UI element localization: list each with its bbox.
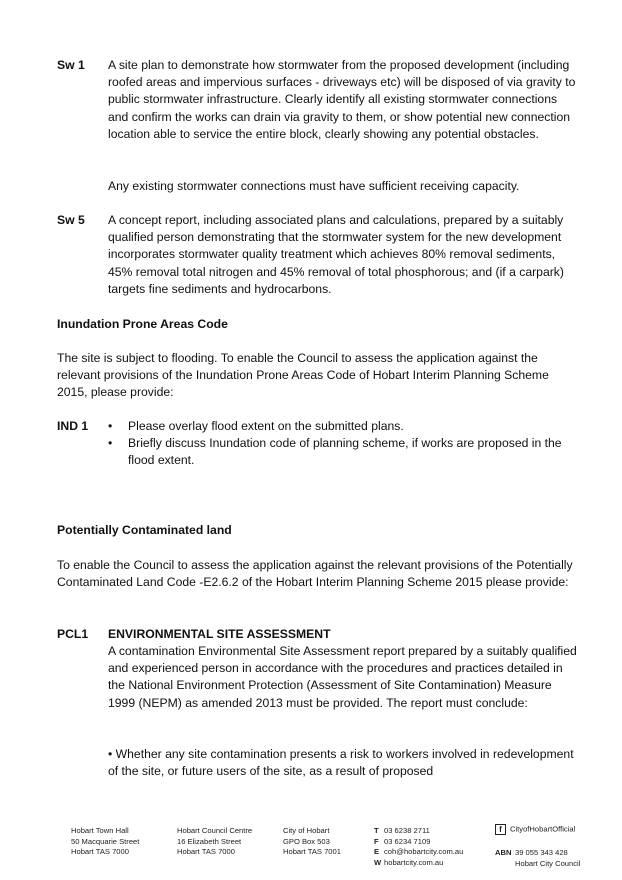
facebook-icon: f	[495, 824, 506, 835]
sw1-paragraph: A site plan to demonstrate how stormwater from the proposed development (including roofed areas and impervious surfaces - driveways etc) will be disposed of via gravity to public stormwater infrastructure. Clearly identify all existing stormwater connections and confirm the works can drain via gravity to them, or show potential new connection location able to service the entire block, clearly showing any potential obstacles.	[108, 58, 576, 141]
pcl1-title: ENVIRONMENTAL SITE ASSESSMENT	[108, 627, 331, 641]
footer-web-key: W	[374, 857, 382, 867]
abn-label: ABN	[495, 848, 512, 857]
footer-line: Hobart Town Hall	[71, 826, 129, 835]
inundation-intro: The site is subject to flooding. To enable the Council to assess the application against the relevant provisions of the Inundation Prone Areas Code of Hobart Interim Planning Scheme 2015, please provide:	[57, 351, 549, 400]
contaminated-heading: Potentially Contaminated land	[57, 523, 232, 537]
footer-abn	[495, 848, 580, 869]
footer-website[interactable]: hobartcity.com.au	[384, 857, 444, 867]
contaminated-intro: To enable the Council to assess the application against the relevant provisions of the Potentially Contaminated Land Code -E2.6.2 of the Hobart Interim Planning Scheme 2015 please provide:	[57, 558, 573, 590]
footer-line: Hobart TAS 7001	[283, 847, 341, 857]
footer-fax: 03 6234 7109	[384, 836, 431, 846]
footer-line: 16 Elizabeth Street	[177, 836, 242, 846]
list-item: • Please overlay flood extent on the submitted plans.	[108, 419, 404, 433]
list-item: • Briefly discuss Inundation code of planning scheme, if works are proposed in the flood extent.	[108, 436, 562, 468]
ind1-bullet-text: Please overlay flood extent on the submitted plans.	[128, 419, 404, 433]
footer-address-town-hall	[71, 826, 139, 858]
sw5-paragraph: A concept report, including associated plans and calculations, prepared by a suitably qualified person demonstrating that the stormwater system for the new development incorporates stormwater quality treatment which achieves 80% removal sediments, 45% removal total nitrogen and 45% removal of total phosphorous; and (if a carpark) targets fine sediments and hydrocarbons.	[108, 213, 564, 296]
footer-line: Hobart Council Centre	[177, 826, 253, 835]
facebook-handle[interactable]: CityofHobartOfficial	[510, 824, 576, 834]
footer-fax-key: F	[374, 836, 379, 846]
inundation-heading: Inundation Prone Areas Code	[57, 317, 228, 331]
abn-value: 39 055 343 428	[515, 848, 568, 857]
footer-line: City of Hobart	[283, 826, 330, 835]
ind1-bullet-list	[108, 418, 578, 470]
pcl1-paragraph: A contamination Environmental Site Assessment report prepared by a suitably qualified and experienced person in accordance with the procedures and practices detailed in the National Environment Protection (Assessment of Site Contamination) Measure 1999 (NEPM) as amended 2013 must be provided. The report must conclude:	[108, 644, 577, 710]
footer-email[interactable]: coh@hobartcity.com.au	[384, 847, 464, 857]
footer-contact	[374, 826, 463, 868]
sw1-capacity-note: Any existing stormwater connections must have sufficient receiving capacity.	[108, 179, 520, 193]
abn-entity: Hobart City Council	[515, 858, 581, 868]
pcl1-bullet: • Whether any site contamination presents a risk to workers involved in redevelopment of the site, or future users of the site, as a result of proposed	[108, 747, 574, 779]
footer-social	[495, 824, 575, 835]
footer-line: GPO Box 503	[283, 836, 330, 846]
footer-line: Hobart TAS 7000	[177, 847, 235, 857]
ind1-label: IND 1	[57, 419, 89, 433]
ind1-bullet-text: Briefly discuss Inundation code of planning scheme, if works are proposed in the flood extent.	[128, 436, 562, 468]
sw5-label: Sw 5	[57, 213, 85, 227]
sw1-label: Sw 1	[57, 58, 85, 72]
footer-line: 50 Macquarie Street	[71, 836, 140, 846]
footer-line: Hobart TAS 7000	[71, 847, 129, 857]
pcl1-label: PCL1	[57, 627, 89, 641]
footer-phone-key: T	[374, 826, 379, 835]
footer-address-council-centre	[177, 826, 252, 858]
footer-phone: 03 6238 2711	[384, 826, 430, 835]
footer-email-key: E	[374, 847, 380, 857]
footer-address-postal	[283, 826, 341, 858]
